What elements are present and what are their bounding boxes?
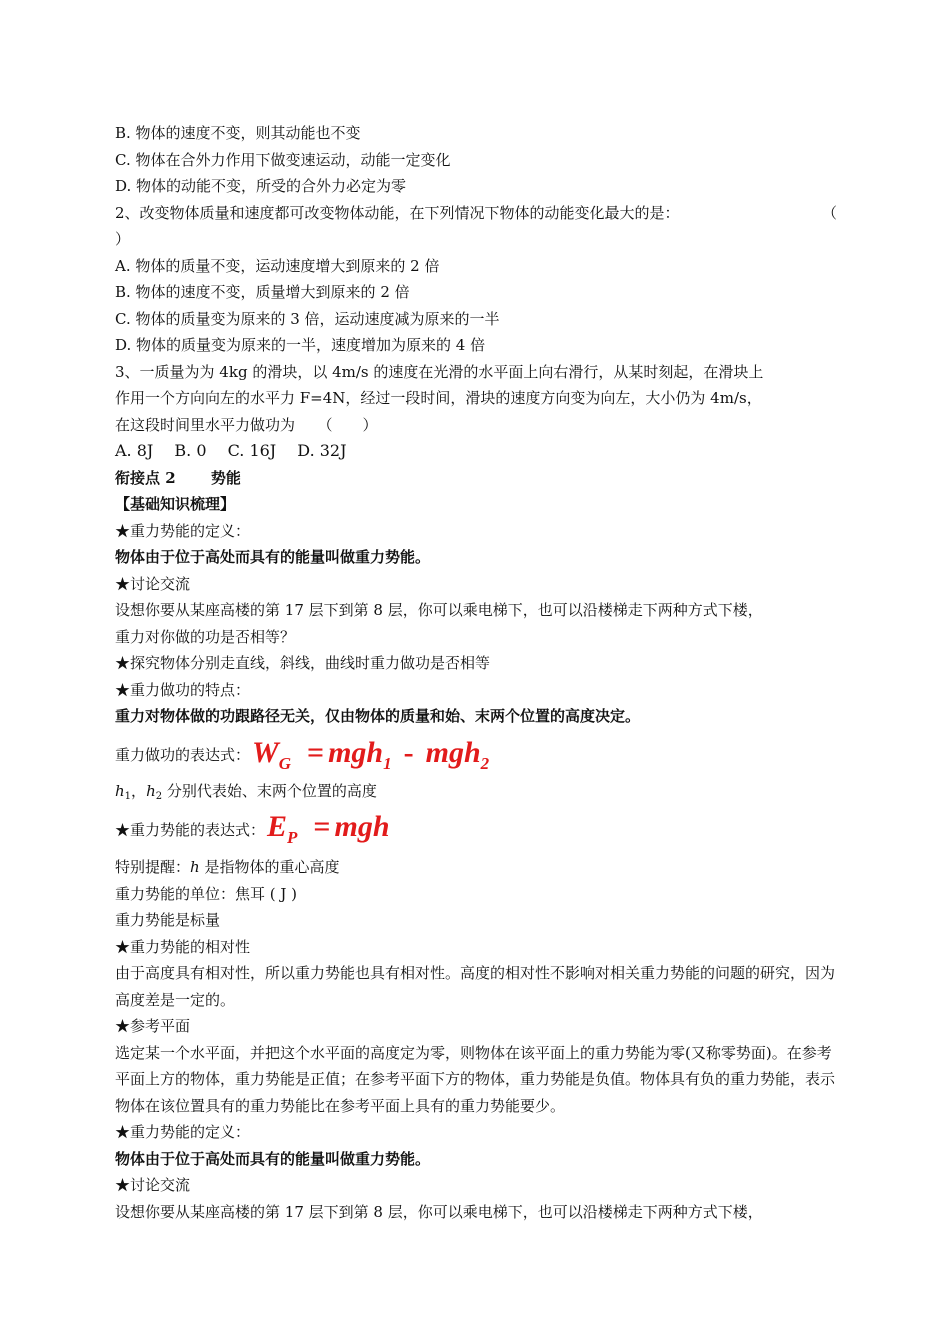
work-expression-line [115,732,837,778]
q2-option-d: D. 物体的质量变为原来的一半，速度增加为原来的 4 倍 [115,336,486,354]
q3-options: A. 8J B. 0 C. 16J D. 32J [115,441,347,460]
definition-text-2: 物体由于位于高处而具有的能量叫做重力势能。 [115,1149,431,1168]
document-page [115,120,837,1225]
work-feature-text: 重力对物体做的功跟路径无关，仅由物体的质量和始、末两个位置的高度决定。 [115,707,641,725]
pe-formula: $E_P$ = mgh [267,810,390,847]
pe-expression-label: ★重力势能的表达式： [115,820,266,839]
q3-line-2: 作用一个方向向左的水平力 F=4N，经过一段时间，滑块的速度方向变为向左，大小仍为 4m/s， [115,389,762,407]
relativity-title: ★重力势能的相对性 [115,937,251,956]
work-formula: $W_G = mgh_1 - mgh_2$ [252,735,490,773]
q2-option-a: A. 物体的质量不变，运动速度增大到原来的 2 倍 [115,256,440,275]
q3-line-1: 3、一质量为为 4kg 的滑块，以 4m/s 的速度在光滑的水平面上向右滑行，从某时刻起，在滑块上 [115,362,764,381]
discussion-title-2: ★讨论交流 [115,1176,191,1194]
q2-stem-line [115,200,837,227]
discussion-title: ★讨论交流 [115,574,191,593]
reference-plane-text: 选定某一个水平面，并把这个水平面的高度定为零，则物体在该平面上的重力势能为零(又称零势面)。在参考平面上方的物体，重力势能是正值；在参考平面下方的物体，重力势能是负值。物体具有负的重力势能，表示物体在该位置具有的重力势能比在参考平面上具有的重力势能要少。 [115,1043,836,1115]
q2-paren-close: ） [115,230,131,248]
definition-title-2: ★重力势能的定义： [115,1123,251,1141]
discussion-text-3: 设想你要从某座高楼的第 17 层下到第 8 层，你可以乘电梯下，也可以沿楼梯走下两种方式下楼， [115,1202,763,1221]
definition-title: ★重力势能的定义： [115,521,251,540]
q3-line-3: 在这段时间里水平力做功为 （ ） [115,415,378,434]
reminder-text: 特别提醒：h 是指物体的重心高度 [115,858,340,876]
q2-option-b: B. 物体的速度不变，质量增大到原来的 2 倍 [115,283,410,301]
q2-option-c: C. 物体的质量变为原来的 3 倍，运动速度减为原来的一半 [115,309,500,328]
section-heading: 衔接点 2 势能 [115,468,241,487]
q1-option-c: C. 物体在合外力作用下做变速运动，动能一定变化 [115,150,451,169]
definition-text: 物体由于位于高处而具有的能量叫做重力势能。 [115,548,431,566]
scalar-text: 重力势能是标量 [115,911,221,929]
work-feature-title: ★重力做功的特点： [115,680,251,699]
discussion-text-2: 重力对你做的功是否相等？ [115,627,296,646]
discussion-text-1: 设想你要从某座高楼的第 17 层下到第 8 层，你可以乘电梯下，也可以沿楼梯走下两种方式下楼， [115,601,763,619]
q2-stem: 2、改变物体质量和速度都可改变物体动能，在下列情况下物体的动能变化最大的是： [115,203,680,222]
q1-option-b: B. 物体的速度不变，则其动能也不变 [115,124,361,142]
section-subheading: 【基础知识梳理】 [115,495,236,513]
unit-text: 重力势能的单位：焦耳 ( J ) [115,884,298,903]
reference-plane-title: ★参考平面 [115,1017,191,1035]
pe-expression-line [115,804,837,854]
explore-text: ★探究物体分别走直线，斜线，曲线时重力做功是否相等 [115,654,491,672]
height-note: $h_1$，$h_2$ 分别代表始、末两个位置的高度 [115,781,377,802]
relativity-text: 由于高度具有相对性，所以重力势能也具有相对性。高度的相对性不影响对相关重力势能的问题的研究，因为高度差是一定的。 [115,964,836,1009]
q1-option-d: D. 物体的动能不变，所受的合外力必定为零 [115,177,407,195]
work-expression-label: 重力做功的表达式： [115,746,251,764]
q2-paren-open: （ [821,203,837,222]
